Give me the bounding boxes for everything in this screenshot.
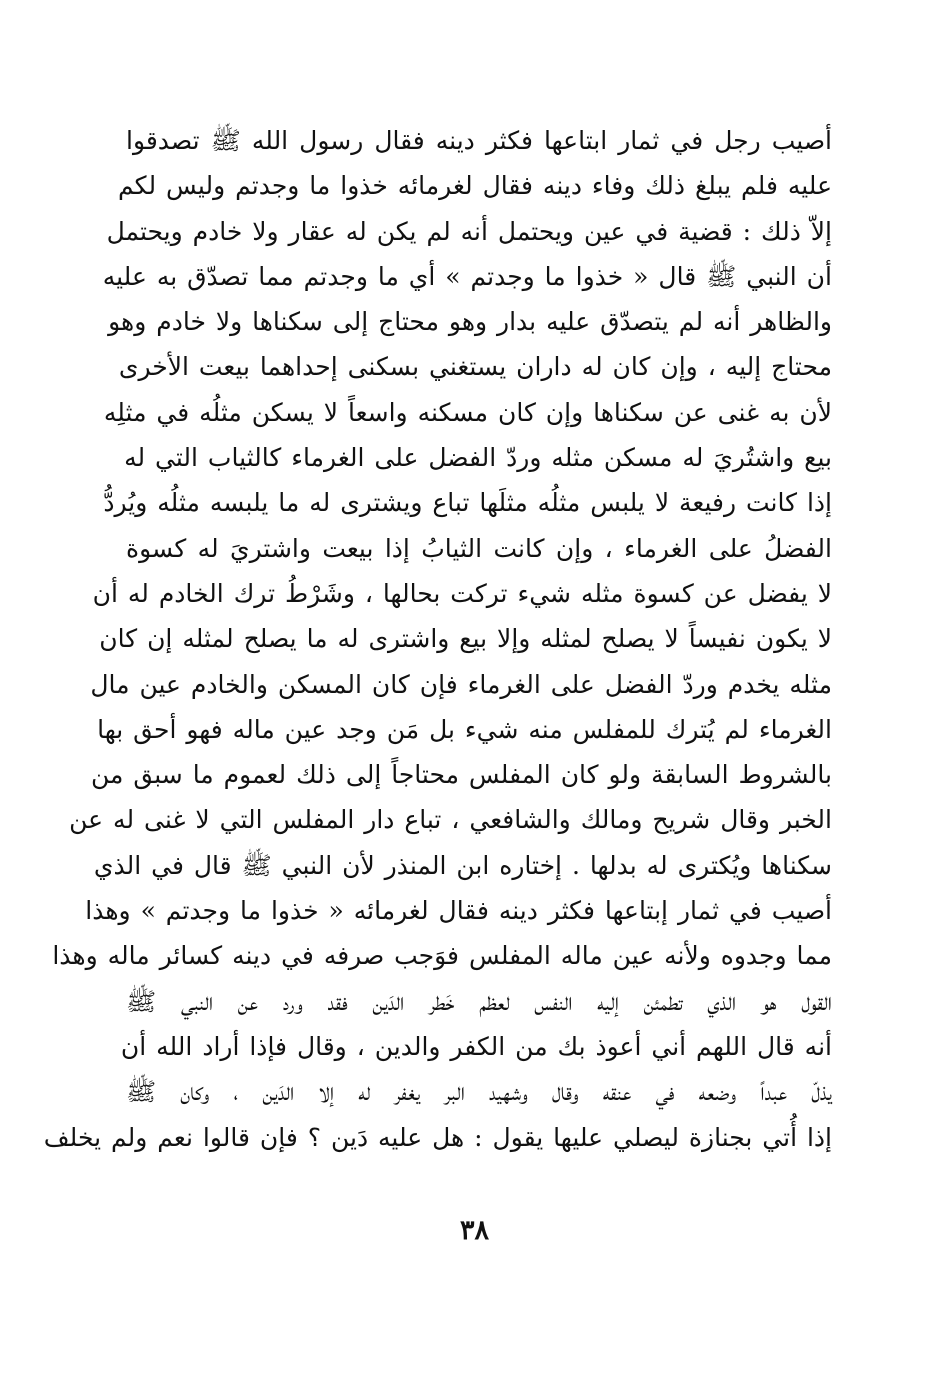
text-line-15: بالشروط السابقة ولو كان المفلس محتاجاً إلى ذلك لعموم ما سبق من: [91, 760, 832, 790]
text-line-9: إذا كانت رفيعة لا يلبس مثلُه مثلَها تباع ويشترى له ما يلبسه مثلُه ويُردُّ: [103, 488, 832, 518]
text-line-22: يذلّ عبداً وضعه في عنقه وقال وشهيد البر يغفر له إلا الدَين ، وكان ﷺ: [126, 1077, 832, 1107]
text-line-5: والظاهر أنه لم يتصدّق عليه بدار وهو محتاج إلى سكناها ولا خادم وهو: [108, 307, 832, 337]
text-line-7: لأن به غنى عن سكناها وإن كان مسكنه واسعاً لا يسكن مثلُه في مثلِه: [103, 397, 832, 427]
text-line-19: مما وجدوه ولأنه عين ماله المفلس فوَجب صرفه في دينه كسائر ماله وهذا: [52, 941, 832, 971]
text-line-12: لا يكون نفيساً لا يصلح لمثله وإلا بيع واشترى له ما يصلح لمثله إن كان: [99, 624, 832, 654]
text-line-16: الخبر وقال شريح ومالك والشافعي ، تباع دار المفلس التي لا غنى له عن: [69, 805, 832, 835]
text-line-8: بيع واشتُريَ له مسكن مثله وردّ الفضل على الغرماء كالثياب التي له: [124, 443, 832, 473]
text-line-17: سكناها ويُكترى له بدلها . إختاره ابن المنذر لأن النبي ﷺ قال في الذي: [93, 850, 832, 880]
text-line-3: إلاّ ذلك : قضية في عين ويحتمل أنه لم يكن له عقار ولا خادم ويحتمل: [106, 216, 832, 246]
text-line-14: الغرماء لم يُترك للمفلس منه شيء بل مَن وجد عين ماله فهو أحق بها: [97, 714, 832, 744]
text-line-11: لا يفضل عن كسوة مثله شيء تركت بحالها ، وشَرْطُ ترك الخادم له أن: [92, 578, 832, 608]
text-line-18: أصيب في ثمار إبتاعها فكثر دينه فقال لغرمائه « خذوا ما وجدتم » وهذا: [85, 896, 832, 926]
text-line-20: القول هو الذي تطمئن إليه النفس لعظم خَطر الدَين فقد ورد عن النبي ﷺ: [126, 986, 832, 1016]
text-line-2: عليه فلم يبلغ ذلك وفاء دينه فقال لغرمائه خذوا ما وجدتم وليس لكم: [118, 171, 832, 201]
page-number: ٣٨: [459, 1215, 489, 1246]
text-line-13: مثله يخدم وردّ الفضل على الغرماء فإن كان المسكن والخادم عين مال: [90, 669, 832, 699]
text-line-4: أن النبي ﷺ قال « خذوا ما وجدتم » أي ما وجدتم مما تصدّق به عليه: [102, 261, 832, 291]
body-text: [43, 118, 833, 1160]
text-line-10: الفضلُ على الغرماء ، وإن كانت الثيابُ إذا بيعت واشتريَ له كسوة: [126, 533, 833, 563]
text-line-1: أصيب رجل في ثمار ابتاعها فكثر دينه فقال رسول الله ﷺ تصدقوا: [126, 126, 832, 155]
text-line-23: إذا أُتي بجنازة ليصلي عليها يقول : هل عليه دَين ؟ فإن قالوا نعم ولم يخلف: [43, 1122, 832, 1152]
text-line-21: أنه قال اللهم أني أعوذ بك من الكفر والدين ، وقال فإذا أراد الله أن: [120, 1031, 832, 1061]
text-line-6: محتاج إليه ، وإن كان له داران يستغني بسكنى إحداهما بيعت الأخرى: [118, 352, 832, 382]
